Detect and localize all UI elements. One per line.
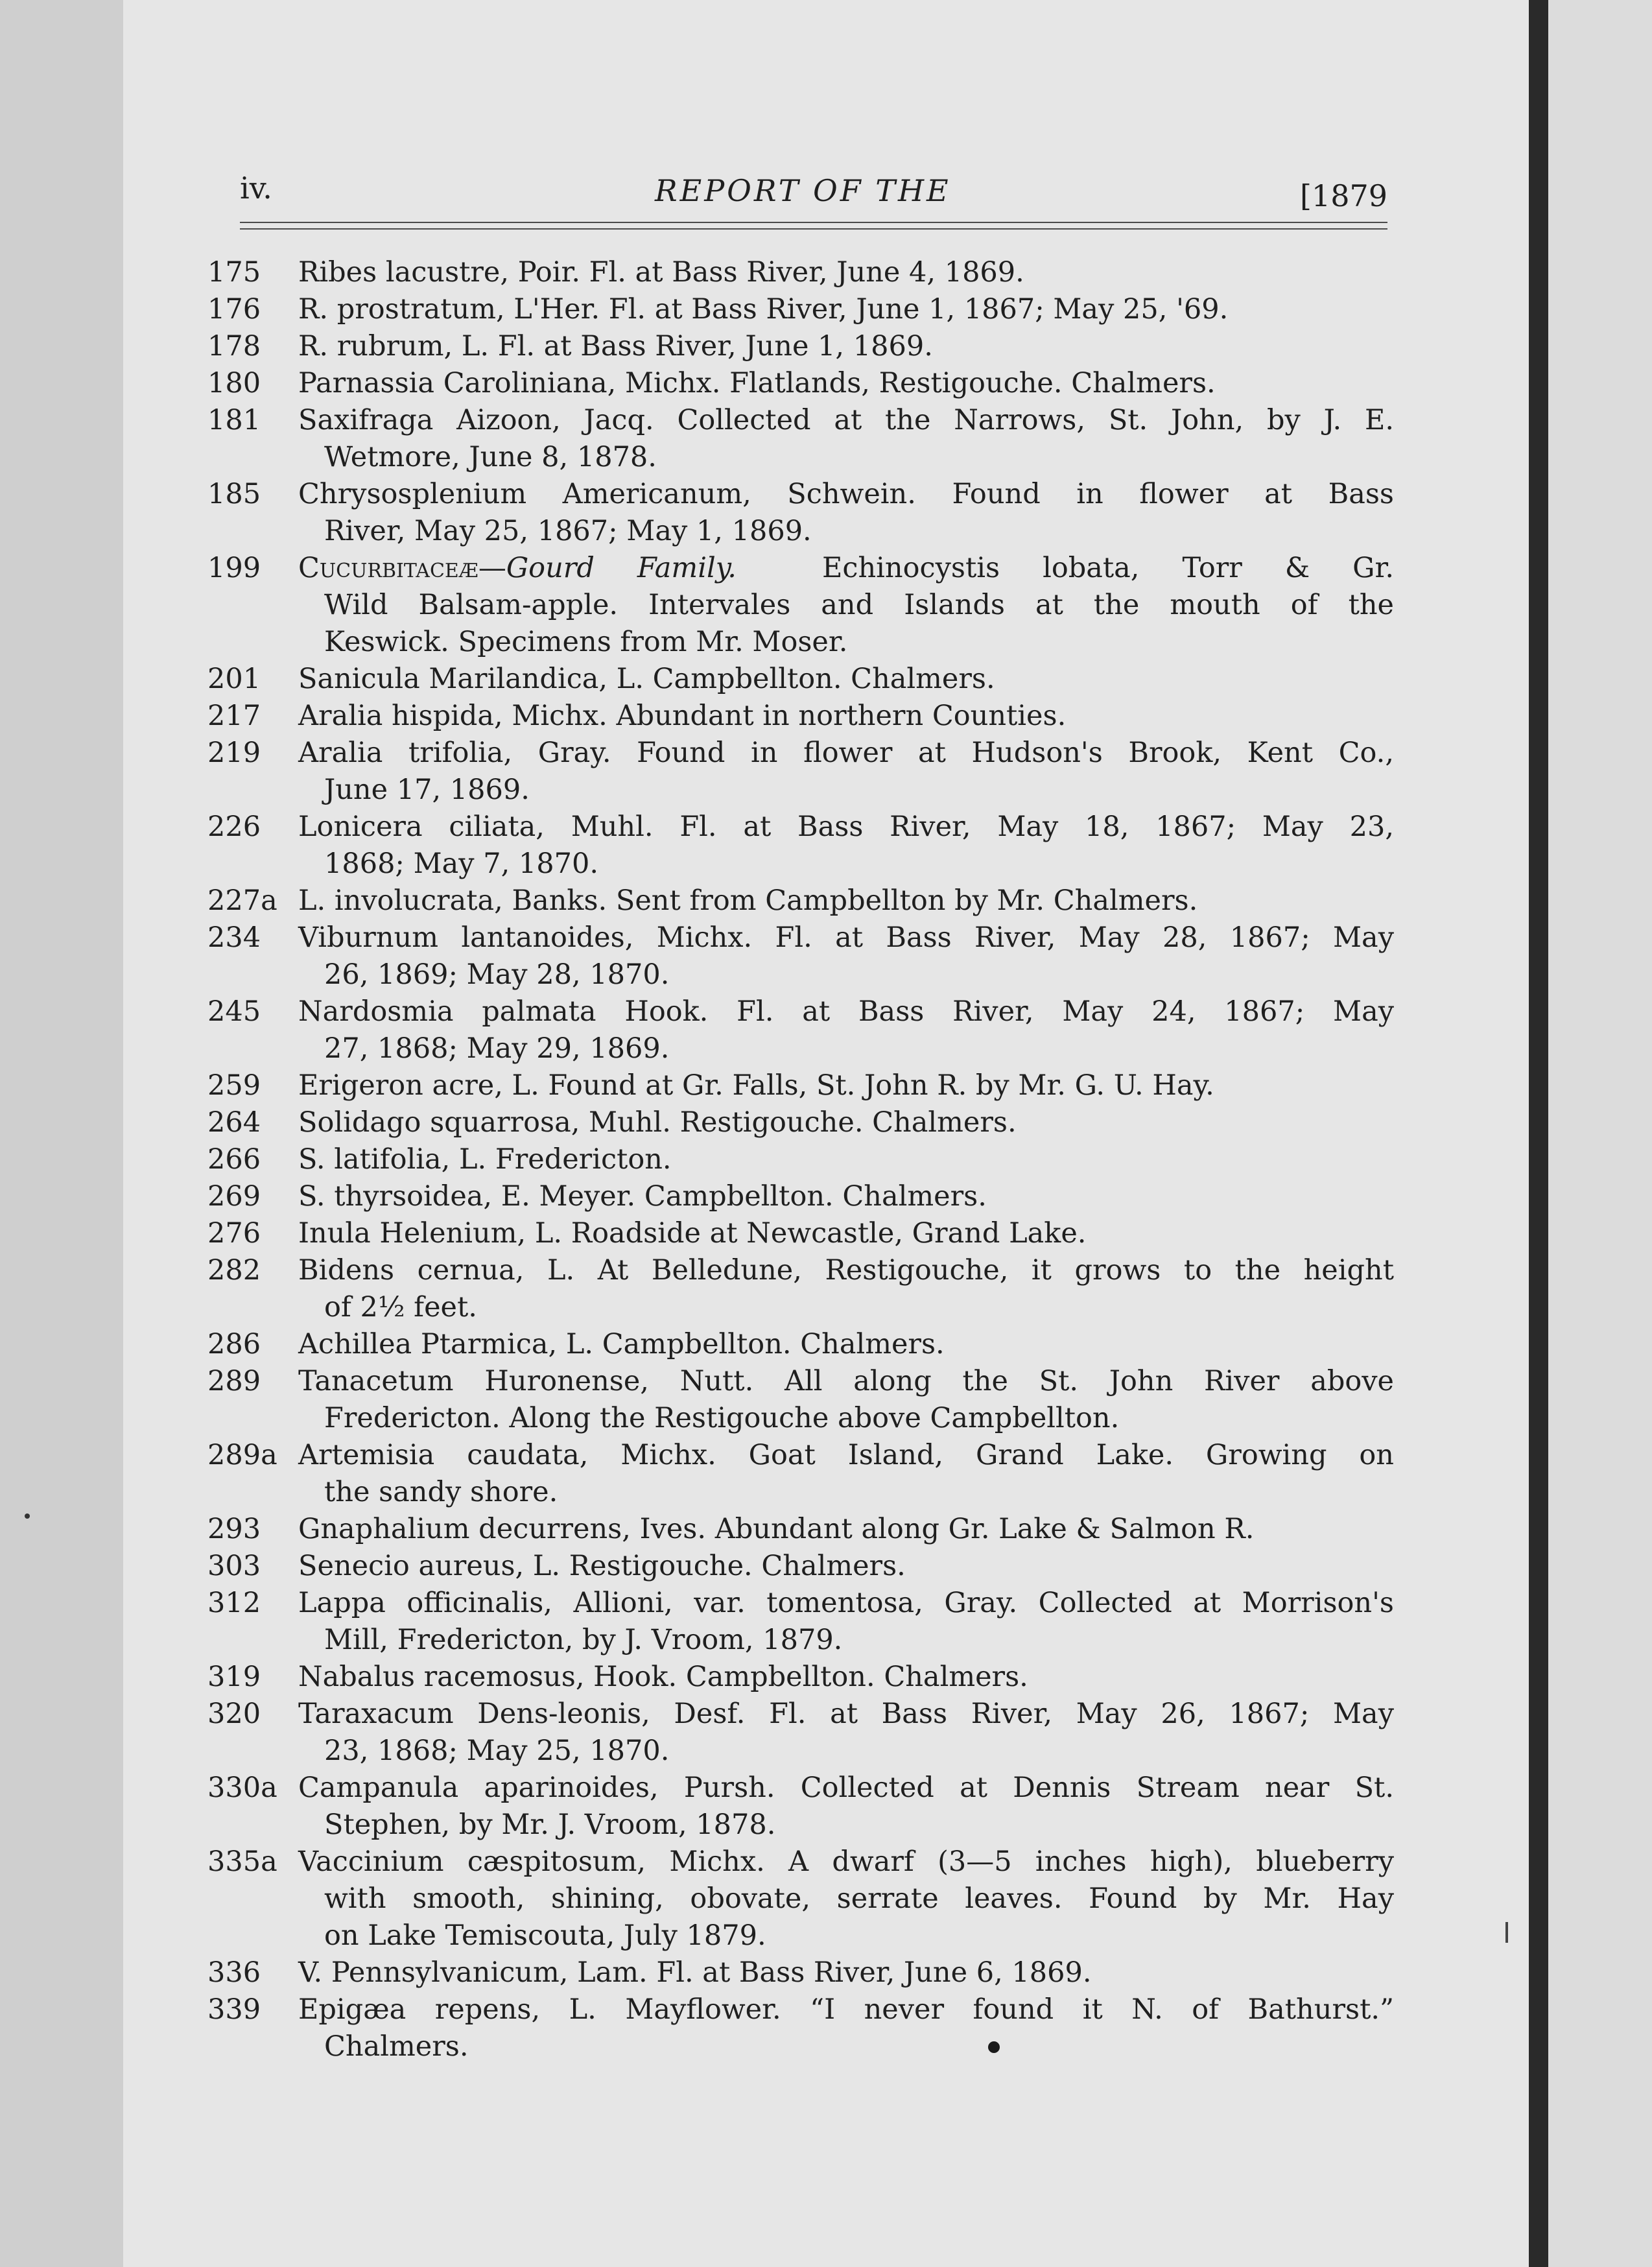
entry-number: 181 <box>207 404 261 436</box>
species-entry <box>207 402 1394 476</box>
entry-line: 23, 1868; May 25, 1870. <box>324 1735 670 1767</box>
entry-line: V. Pennsylvanicum, Lam. Fl. at Bass River, June 6, 1869. <box>298 1956 1092 1989</box>
species-entry <box>207 661 1394 698</box>
entry-line: S. latifolia, L. Fredericton. <box>298 1143 672 1176</box>
entry-number: 185 <box>207 478 261 510</box>
species-entry <box>207 809 1394 883</box>
species-entry <box>207 698 1394 735</box>
species-entry <box>207 1437 1394 1511</box>
species-entry <box>207 1252 1394 1326</box>
header-rule-top <box>240 222 1387 223</box>
species-entry <box>207 1363 1394 1437</box>
entry-line: Inula Helenium, L. Roadside at Newcastle, Grand Lake. <box>298 1217 1087 1250</box>
entry-number: 266 <box>207 1143 261 1176</box>
entry-line: Aralia hispida, Michx. Abundant in northern Counties. <box>298 700 1067 732</box>
entry-text <box>298 735 1394 809</box>
entry-number: 259 <box>207 1069 261 1102</box>
entry-number: 245 <box>207 995 261 1028</box>
entry-line: River, May 25, 1867; May 1, 1869. <box>324 515 812 547</box>
entry-line: R. prostratum, L'Her. Fl. at Bass River, June 1, 1867; May 25, '69. <box>298 293 1229 326</box>
entry-number: 336 <box>207 1956 261 1989</box>
species-entry <box>207 1178 1394 1215</box>
species-entry <box>207 1585 1394 1659</box>
page-number: iv. <box>240 171 272 206</box>
entry-line: the sandy shore. <box>324 1476 558 1508</box>
entry-number: 176 <box>207 293 261 326</box>
running-year: [1879 <box>1299 178 1387 213</box>
entry-text <box>298 1104 1394 1141</box>
entry-line: Ribes lacustre, Poir. Fl. at Bass River, June 4, 1869. <box>298 256 1024 289</box>
entry-line: on Lake Temiscouta, July 1879. <box>324 1919 766 1952</box>
entry-line: with smooth, shining, obovate, serrate leaves. Found by Mr. Hay <box>324 1882 1394 1915</box>
entry-number: 286 <box>207 1328 261 1360</box>
entry-text <box>298 809 1394 883</box>
entry-text <box>298 476 1394 550</box>
species-entry <box>207 1696 1394 1770</box>
entry-number: 293 <box>207 1513 261 1545</box>
entry-text <box>298 365 1394 402</box>
species-entry <box>207 1326 1394 1363</box>
entry-number: 289 <box>207 1365 261 1397</box>
entry-line: Lappa officinalis, Allioni, var. tomentosa, Gray. Collected at Morrison's <box>298 1587 1394 1619</box>
entry-line: Chalmers. <box>324 2030 469 2063</box>
species-entry <box>207 1991 1394 2065</box>
species-entry <box>207 993 1394 1067</box>
entry-text <box>298 1067 1394 1104</box>
entry-text <box>298 402 1394 476</box>
entry-number: 199 <box>207 552 261 584</box>
entry-line <box>298 550 1394 587</box>
entry-number: 219 <box>207 737 261 769</box>
species-entry <box>207 1511 1394 1548</box>
entry-text <box>298 1585 1394 1659</box>
entry-number: 319 <box>207 1661 261 1693</box>
entry-line: R. rubrum, L. Fl. at Bass River, June 1, 1869. <box>298 330 933 362</box>
entry-line: 1868; May 7, 1870. <box>324 848 599 880</box>
entry-text <box>298 1215 1394 1252</box>
entry-text <box>298 1363 1394 1437</box>
entry-text <box>298 254 1394 291</box>
entry-number: 264 <box>207 1106 261 1139</box>
entry-line: Tanacetum Huronense, Nutt. All along the St. John River above <box>298 1365 1394 1397</box>
entry-text <box>298 1437 1394 1511</box>
entry-number: 312 <box>207 1587 261 1619</box>
entry-line: Sanicula Marilandica, L. Campbellton. Chalmers. <box>298 663 995 695</box>
entry-line: 26, 1869; May 28, 1870. <box>324 958 670 991</box>
family-name: Cucurbitaceæ— <box>298 552 506 584</box>
entry-number: 303 <box>207 1550 261 1582</box>
entry-text <box>298 328 1394 365</box>
entry-line: S. thyrsoidea, E. Meyer. Campbellton. Chalmers. <box>298 1180 987 1213</box>
entry-number: 282 <box>207 1254 261 1287</box>
entry-line: Gnaphalium decurrens, Ives. Abundant along Gr. Lake & Salmon R. <box>298 1513 1255 1545</box>
species-entry <box>207 291 1394 328</box>
entry-number: 226 <box>207 811 261 843</box>
entry-text <box>298 1696 1394 1770</box>
entry-number: 330a <box>207 1772 277 1804</box>
entry-line: Nardosmia palmata Hook. Fl. at Bass River, May 24, 1867; May <box>298 995 1394 1028</box>
entry-line: of 2½ feet. <box>324 1291 477 1323</box>
entry-text <box>298 1326 1394 1363</box>
entry-text <box>298 1844 1394 1954</box>
entry-line: Erigeron acre, L. Found at Gr. Falls, St. John R. by Mr. G. U. Hay. <box>298 1069 1214 1102</box>
species-entry <box>207 1067 1394 1104</box>
entry-text <box>298 1659 1394 1696</box>
entry-line: Epigæa repens, L. Mayflower. “I never found it N. of Bathurst.” <box>298 1993 1394 2026</box>
entry-line: Wetmore, June 8, 1878. <box>324 441 657 473</box>
entry-line: Lonicera ciliata, Muhl. Fl. at Bass River, May 18, 1867; May 23, <box>298 811 1394 843</box>
entry-number: 178 <box>207 330 261 362</box>
entry-number: 339 <box>207 1993 261 2026</box>
entry-line-text: Echinocystis lobata, Torr & Gr. <box>736 552 1395 584</box>
entry-line: Campanula aparinoides, Pursh. Collected at Dennis Stream near St. <box>298 1772 1394 1804</box>
species-entry <box>207 1844 1394 1954</box>
entry-number: 335a <box>207 1846 277 1878</box>
species-entry <box>207 1659 1394 1696</box>
entry-line: Keswick. Specimens from Mr. Moser. <box>324 626 848 658</box>
species-entry <box>207 735 1394 809</box>
species-entry <box>207 883 1394 920</box>
species-list <box>207 254 1394 2065</box>
species-entry <box>207 1954 1394 1991</box>
page-end-mark <box>988 2041 1000 2053</box>
entry-text <box>298 1954 1394 1991</box>
header-rule-bottom <box>240 228 1387 230</box>
entry-line: Vaccinium cæspitosum, Michx. A dwarf (3—5 inches high), blueberry <box>298 1846 1394 1878</box>
entry-text <box>298 661 1394 698</box>
entry-line: Aralia trifolia, Gray. Found in flower at Hudson's Brook, Kent Co., <box>298 737 1394 769</box>
entry-number: 234 <box>207 921 261 954</box>
entry-number: 289a <box>207 1439 277 1471</box>
entry-line: Artemisia caudata, Michx. Goat Island, Grand Lake. Growing on <box>298 1439 1394 1471</box>
scan-margin-left <box>0 0 123 2267</box>
running-title: REPORT OF THE <box>655 173 951 208</box>
entry-number: 276 <box>207 1217 261 1250</box>
entry-text <box>298 920 1394 993</box>
entry-text <box>298 1548 1394 1585</box>
entry-line: Parnassia Caroliniana, Michx. Flatlands, Restigouche. Chalmers. <box>298 367 1216 399</box>
entry-line: Fredericton. Along the Restigouche above Campbellton. <box>324 1402 1120 1434</box>
entry-number: 320 <box>207 1698 261 1730</box>
species-entry <box>207 1770 1394 1844</box>
species-entry <box>207 920 1394 993</box>
entry-line: 27, 1868; May 29, 1869. <box>324 1032 670 1065</box>
entry-line: Saxifraga Aizoon, Jacq. Collected at the Narrows, St. John, by J. E. <box>298 404 1394 436</box>
entry-line: Mill, Fredericton, by J. Vroom, 1879. <box>324 1624 843 1656</box>
entry-line: Solidago squarrosa, Muhl. Restigouche. Chalmers. <box>298 1106 1017 1139</box>
species-entry <box>207 1215 1394 1252</box>
entry-line: Bidens cernua, L. At Belledune, Restigouche, it grows to the height <box>298 1254 1394 1287</box>
book-gutter <box>1529 0 1548 2267</box>
entry-line: Senecio aureus, L. Restigouche. Chalmers. <box>298 1550 906 1582</box>
scan-speck <box>25 1513 30 1519</box>
entry-text <box>298 1252 1394 1326</box>
entry-line: Nabalus racemosus, Hook. Campbellton. Chalmers. <box>298 1661 1028 1693</box>
facing-page-edge <box>1548 0 1652 2267</box>
species-entry <box>207 328 1394 365</box>
entry-line: June 17, 1869. <box>324 774 530 806</box>
entry-number: 180 <box>207 367 261 399</box>
entry-text <box>298 550 1394 661</box>
entry-number: 201 <box>207 663 261 695</box>
entry-line: Viburnum lantanoides, Michx. Fl. at Bass River, May 28, 1867; May <box>298 921 1394 954</box>
entry-text <box>298 1178 1394 1215</box>
entry-line: Taraxacum Dens-leonis, Desf. Fl. at Bass River, May 26, 1867; May <box>298 1698 1394 1730</box>
species-entry <box>207 476 1394 550</box>
species-entry <box>207 1141 1394 1178</box>
entry-number: 227a <box>207 884 277 917</box>
entry-text <box>298 993 1394 1067</box>
entry-text <box>298 698 1394 735</box>
entry-line: Wild Balsam-apple. Intervales and Islands at the mouth of the <box>324 589 1394 621</box>
species-entry <box>207 550 1394 661</box>
running-head <box>233 165 1387 217</box>
entry-text <box>298 291 1394 328</box>
entry-text <box>298 1511 1394 1548</box>
entry-line: L. involucrata, Banks. Sent from Campbellton by Mr. Chalmers. <box>298 884 1198 917</box>
family-common-name: Gourd Family. <box>506 552 737 584</box>
species-entry <box>207 1548 1394 1585</box>
entry-number: 269 <box>207 1180 261 1213</box>
entry-line: Chrysosplenium Americanum, Schwein. Found in flower at Bass <box>298 478 1394 510</box>
entry-line: Stephen, by Mr. J. Vroom, 1878. <box>324 1809 776 1841</box>
scan-speck <box>1505 1922 1508 1943</box>
entry-text <box>298 1770 1394 1844</box>
species-entry <box>207 1104 1394 1141</box>
entry-text <box>298 1991 1394 2065</box>
entry-text <box>298 883 1394 920</box>
species-entry <box>207 254 1394 291</box>
entry-number: 175 <box>207 256 261 289</box>
entry-text <box>298 1141 1394 1178</box>
species-entry <box>207 365 1394 402</box>
entry-number: 217 <box>207 700 261 732</box>
entry-line: Achillea Ptarmica, L. Campbellton. Chalmers. <box>298 1328 945 1360</box>
